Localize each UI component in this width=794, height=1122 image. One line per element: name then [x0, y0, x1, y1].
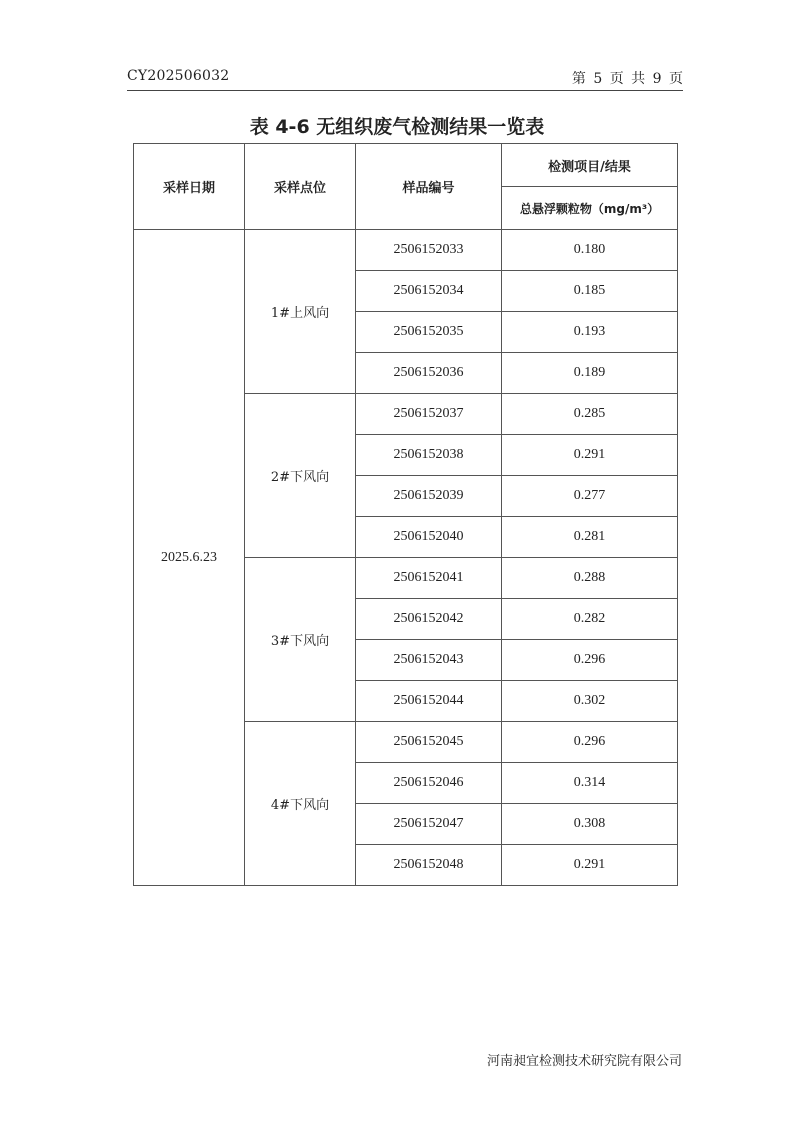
sample-id-cell: 2506152046: [356, 763, 502, 804]
sample-id-cell: 2506152047: [356, 804, 502, 845]
table-row: [134, 230, 678, 271]
table-title: 表 4-6 无组织废气检测结果一览表: [249, 116, 545, 138]
sampling-point-cell: 4#下风向: [245, 722, 356, 886]
page-info: 第 5 页 共 9 页: [571, 71, 683, 87]
tsp-value-cell: 0.185: [502, 271, 678, 312]
sample-id-cell: 2506152043: [356, 640, 502, 681]
sample-id-cell: 2506152037: [356, 394, 502, 435]
header-tsp-unit: 总悬浮颗粒物（mg/m³）: [502, 187, 678, 230]
sample-id-cell: 2506152042: [356, 599, 502, 640]
sampling-point-cell: 1#上风向: [245, 230, 356, 394]
sample-id-cell: 2506152038: [356, 435, 502, 476]
tsp-value-cell: 0.180: [502, 230, 678, 271]
sampling-date-cell: 2025.6.23: [134, 230, 245, 886]
tsp-value-cell: 0.277: [502, 476, 678, 517]
header-sampling-date: 采样日期: [134, 144, 245, 230]
tsp-value-cell: 0.296: [502, 722, 678, 763]
company-name: 河南昶宜检测技术研究院有限公司: [486, 1054, 682, 1069]
page-header: [127, 66, 683, 91]
sample-id-cell: 2506152036: [356, 353, 502, 394]
tsp-value-cell: 0.281: [502, 517, 678, 558]
sampling-point-cell: 2#下风向: [245, 394, 356, 558]
sample-id-cell: 2506152040: [356, 517, 502, 558]
tsp-value-cell: 0.314: [502, 763, 678, 804]
header-sample-number: 样品编号: [356, 144, 502, 230]
sample-id-cell: 2506152033: [356, 230, 502, 271]
sample-id-cell: 2506152039: [356, 476, 502, 517]
sample-id-cell: 2506152034: [356, 271, 502, 312]
sample-id-cell: 2506152048: [356, 845, 502, 886]
tsp-value-cell: 0.282: [502, 599, 678, 640]
sampling-point-cell: 3#下风向: [245, 558, 356, 722]
tsp-value-cell: 0.189: [502, 353, 678, 394]
header-test-item: 检测项目/结果: [502, 144, 678, 187]
sample-id-cell: 2506152045: [356, 722, 502, 763]
tsp-value-cell: 0.296: [502, 640, 678, 681]
header-sampling-point: 采样点位: [245, 144, 356, 230]
tsp-value-cell: 0.291: [502, 435, 678, 476]
tsp-value-cell: 0.302: [502, 681, 678, 722]
sample-id-cell: 2506152041: [356, 558, 502, 599]
tsp-value-cell: 0.285: [502, 394, 678, 435]
tsp-value-cell: 0.193: [502, 312, 678, 353]
tsp-value-cell: 0.291: [502, 845, 678, 886]
report-number: CY202506032: [127, 68, 230, 84]
results-table: [133, 143, 678, 886]
tsp-value-cell: 0.288: [502, 558, 678, 599]
tsp-value-cell: 0.308: [502, 804, 678, 845]
sample-id-cell: 2506152044: [356, 681, 502, 722]
sample-id-cell: 2506152035: [356, 312, 502, 353]
